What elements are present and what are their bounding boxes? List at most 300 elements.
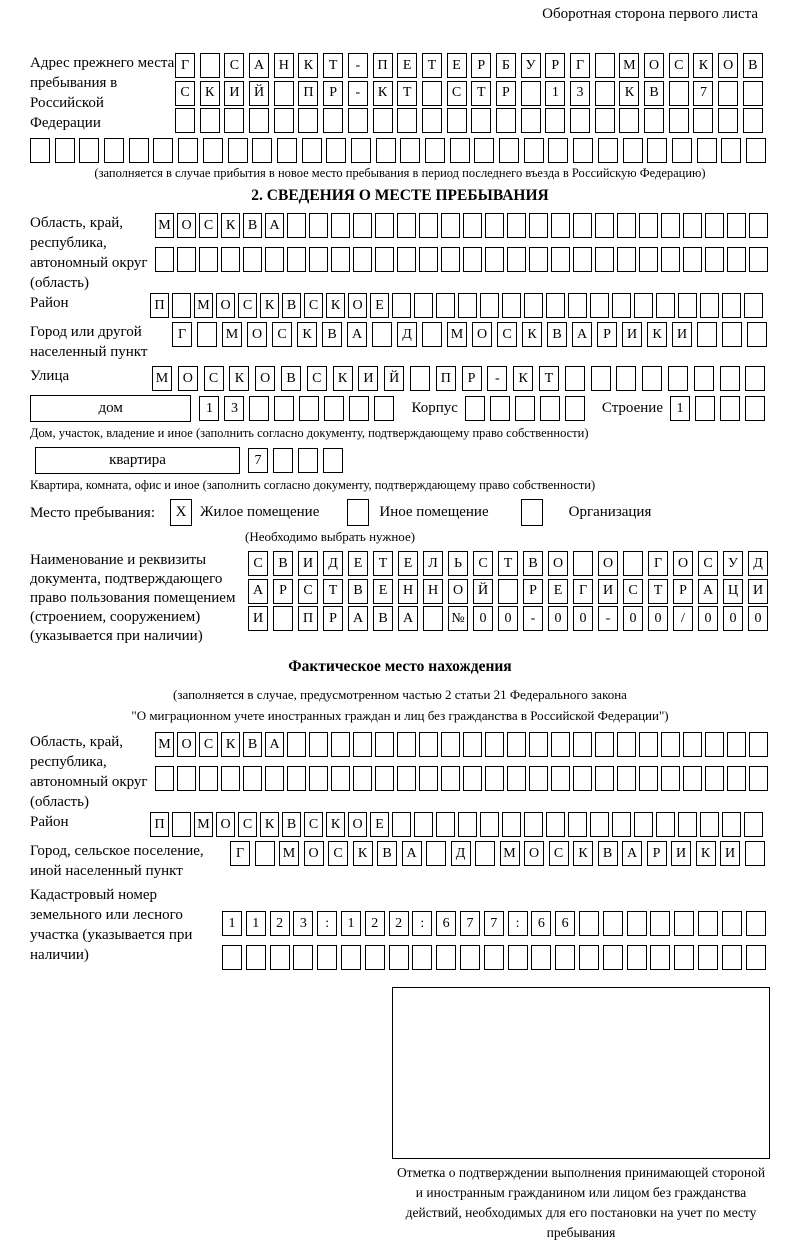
char-cell[interactable]: Н [274,53,294,78]
char-cell[interactable]: И [298,551,318,576]
char-cell[interactable] [155,766,174,791]
char-cell[interactable] [414,293,433,318]
char-cell[interactable] [441,247,460,272]
char-cell[interactable] [252,138,272,163]
char-cell[interactable]: С [272,322,292,347]
char-cell[interactable] [722,812,741,837]
char-cell[interactable] [175,108,195,133]
char-cell[interactable]: 1 [545,81,565,106]
char-cell[interactable] [392,812,411,837]
char-cell[interactable] [545,108,565,133]
char-cell[interactable]: Р [273,579,293,604]
checkbox-other-premises[interactable] [347,499,369,526]
char-cell[interactable] [274,108,294,133]
char-cell[interactable] [744,812,763,837]
char-cell[interactable] [616,366,636,391]
char-cell[interactable] [153,138,173,163]
char-cell[interactable]: Д [397,322,417,347]
char-cell[interactable] [203,138,223,163]
char-cell[interactable]: А [347,322,367,347]
char-cell[interactable]: С [199,213,218,238]
char-cell[interactable] [546,812,565,837]
char-cell[interactable] [309,732,328,757]
char-cell[interactable] [639,732,658,757]
char-cell[interactable]: О [216,293,235,318]
char-cell[interactable] [423,606,443,631]
char-cell[interactable] [573,213,592,238]
char-cell[interactable] [200,53,220,78]
char-cell[interactable]: Р [471,53,491,78]
char-cell[interactable]: В [243,732,262,757]
char-cell[interactable] [200,108,220,133]
char-cell[interactable]: Т [471,81,491,106]
char-cell[interactable] [375,732,394,757]
char-cell[interactable] [700,293,719,318]
char-cell[interactable]: 7 [460,911,480,936]
char-cell[interactable] [155,247,174,272]
char-cell[interactable]: Е [370,293,389,318]
char-cell[interactable] [529,213,548,238]
char-cell[interactable]: 0 [473,606,493,631]
char-cell[interactable]: М [155,732,174,757]
char-cell[interactable] [471,108,491,133]
char-cell[interactable] [669,81,689,106]
char-cell[interactable] [353,213,372,238]
char-cell[interactable] [104,138,124,163]
char-cell[interactable] [531,945,551,970]
char-cell[interactable]: К [229,366,249,391]
char-cell[interactable]: М [152,366,172,391]
char-cell[interactable] [661,732,680,757]
char-cell[interactable] [595,81,615,106]
char-cell[interactable] [579,945,599,970]
char-cell[interactable]: П [436,366,456,391]
char-cell[interactable] [617,732,636,757]
char-cell[interactable]: А [348,606,368,631]
char-cell[interactable]: 2 [270,911,290,936]
char-cell[interactable] [529,247,548,272]
char-cell[interactable] [55,138,75,163]
char-cell[interactable]: П [298,606,318,631]
char-cell[interactable]: С [248,551,268,576]
char-cell[interactable]: С [238,293,257,318]
char-cell[interactable] [627,945,647,970]
char-cell[interactable]: О [177,732,196,757]
char-cell[interactable] [177,247,196,272]
char-cell[interactable]: В [377,841,397,866]
char-cell[interactable] [515,396,535,421]
char-cell[interactable] [619,108,639,133]
char-cell[interactable]: Р [462,366,482,391]
char-cell[interactable] [463,213,482,238]
char-cell[interactable] [287,732,306,757]
char-cell[interactable]: В [743,53,763,78]
char-cell[interactable] [507,766,526,791]
char-cell[interactable]: С [623,579,643,604]
char-cell[interactable]: 7 [484,911,504,936]
char-cell[interactable]: А [265,732,284,757]
char-cell[interactable]: К [333,366,353,391]
char-cell[interactable]: 0 [548,606,568,631]
char-cell[interactable] [683,766,702,791]
char-cell[interactable] [745,396,765,421]
char-cell[interactable] [293,945,313,970]
char-cell[interactable]: К [326,293,345,318]
char-cell[interactable] [397,247,416,272]
char-cell[interactable] [265,766,284,791]
char-cell[interactable]: Р [545,53,565,78]
char-cell[interactable]: 6 [555,911,575,936]
char-cell[interactable]: С [204,366,224,391]
char-cell[interactable] [30,138,50,163]
char-cell[interactable] [727,213,746,238]
char-cell[interactable]: Е [397,53,417,78]
char-cell[interactable]: М [619,53,639,78]
char-cell[interactable] [598,138,618,163]
char-cell[interactable] [273,448,293,473]
char-cell[interactable]: А [402,841,422,866]
char-cell[interactable] [698,911,718,936]
checkbox-residential[interactable]: X [170,499,192,526]
char-cell[interactable] [749,766,768,791]
char-cell[interactable] [353,247,372,272]
checkbox-organization[interactable] [521,499,543,526]
char-cell[interactable]: 0 [573,606,593,631]
char-cell[interactable]: К [200,81,220,106]
char-cell[interactable]: А [698,579,718,604]
char-cell[interactable]: Е [373,579,393,604]
char-cell[interactable] [705,213,724,238]
char-cell[interactable] [595,108,615,133]
char-cell[interactable] [746,945,766,970]
char-cell[interactable] [458,812,477,837]
char-cell[interactable] [273,606,293,631]
char-cell[interactable] [669,108,689,133]
char-cell[interactable]: С [175,81,195,106]
char-cell[interactable] [678,293,697,318]
char-cell[interactable] [224,108,244,133]
char-cell[interactable] [565,366,585,391]
char-cell[interactable]: О [472,322,492,347]
char-cell[interactable] [475,841,495,866]
char-cell[interactable]: Е [447,53,467,78]
char-cell[interactable] [221,247,240,272]
char-cell[interactable] [623,551,643,576]
char-cell[interactable] [298,108,318,133]
char-cell[interactable]: Й [384,366,404,391]
char-cell[interactable] [668,366,688,391]
char-cell[interactable] [590,293,609,318]
char-cell[interactable] [727,766,746,791]
char-cell[interactable] [540,396,560,421]
char-cell[interactable] [274,81,294,106]
char-cell[interactable] [507,732,526,757]
char-cell[interactable] [551,732,570,757]
char-cell[interactable]: М [194,293,213,318]
char-cell[interactable] [639,766,658,791]
char-cell[interactable]: С [669,53,689,78]
char-cell[interactable] [419,766,438,791]
char-cell[interactable] [579,911,599,936]
char-cell[interactable]: Т [323,53,343,78]
char-cell[interactable] [255,841,275,866]
char-cell[interactable]: - [348,53,368,78]
char-cell[interactable]: В [644,81,664,106]
char-cell[interactable]: 3 [570,81,590,106]
char-cell[interactable]: И [671,841,691,866]
char-cell[interactable]: К [221,213,240,238]
char-cell[interactable]: П [150,293,169,318]
char-cell[interactable]: А [622,841,642,866]
char-cell[interactable]: Т [397,81,417,106]
char-cell[interactable] [612,293,631,318]
char-cell[interactable]: 1 [341,911,361,936]
char-cell[interactable] [422,322,442,347]
char-cell[interactable] [661,213,680,238]
char-cell[interactable] [298,448,318,473]
char-cell[interactable]: С [304,293,323,318]
char-cell[interactable] [463,732,482,757]
char-cell[interactable] [480,293,499,318]
char-cell[interactable]: У [521,53,541,78]
char-cell[interactable]: О [178,366,198,391]
char-cell[interactable] [353,732,372,757]
char-cell[interactable] [705,732,724,757]
char-cell[interactable] [323,108,343,133]
char-cell[interactable] [348,108,368,133]
char-cell[interactable] [521,108,541,133]
char-cell[interactable] [639,213,658,238]
char-cell[interactable]: 1 [222,911,242,936]
char-cell[interactable] [644,108,664,133]
char-cell[interactable]: 0 [648,606,668,631]
char-cell[interactable]: В [281,366,301,391]
char-cell[interactable] [351,138,371,163]
char-cell[interactable]: М [447,322,467,347]
char-cell[interactable] [172,293,191,318]
char-cell[interactable]: М [500,841,520,866]
char-cell[interactable] [441,732,460,757]
char-cell[interactable]: В [243,213,262,238]
char-cell[interactable]: С [549,841,569,866]
char-cell[interactable]: О [673,551,693,576]
char-cell[interactable] [499,138,519,163]
char-cell[interactable] [463,766,482,791]
char-cell[interactable]: К [647,322,667,347]
char-cell[interactable] [129,138,149,163]
char-cell[interactable] [727,247,746,272]
char-cell[interactable] [603,911,623,936]
char-cell[interactable]: О [524,841,544,866]
char-cell[interactable] [720,396,740,421]
char-cell[interactable] [720,366,740,391]
char-cell[interactable] [603,945,623,970]
char-cell[interactable] [694,366,714,391]
char-cell[interactable] [705,766,724,791]
char-cell[interactable]: К [260,812,279,837]
char-cell[interactable]: С [447,81,467,106]
char-cell[interactable]: Р [323,606,343,631]
char-cell[interactable] [474,138,494,163]
char-cell[interactable] [650,911,670,936]
char-cell[interactable] [228,138,248,163]
char-cell[interactable]: В [373,606,393,631]
char-cell[interactable] [246,945,266,970]
char-cell[interactable] [551,213,570,238]
char-cell[interactable] [744,293,763,318]
char-cell[interactable]: Д [451,841,471,866]
char-cell[interactable] [661,766,680,791]
char-cell[interactable] [524,293,543,318]
char-cell[interactable]: О [177,213,196,238]
char-cell[interactable] [177,766,196,791]
char-cell[interactable] [365,945,385,970]
char-cell[interactable]: № [448,606,468,631]
char-cell[interactable]: С [224,53,244,78]
char-cell[interactable] [700,812,719,837]
char-cell[interactable] [400,138,420,163]
char-cell[interactable]: Т [323,579,343,604]
char-cell[interactable]: К [696,841,716,866]
char-cell[interactable] [721,138,741,163]
char-cell[interactable]: Н [398,579,418,604]
char-cell[interactable]: 0 [698,606,718,631]
char-cell[interactable]: К [619,81,639,106]
char-cell[interactable] [317,945,337,970]
char-cell[interactable]: Т [422,53,442,78]
char-cell[interactable]: В [282,293,301,318]
char-cell[interactable] [555,945,575,970]
char-cell[interactable] [222,945,242,970]
char-cell[interactable]: - [523,606,543,631]
char-cell[interactable]: А [398,606,418,631]
char-cell[interactable]: О [548,551,568,576]
char-cell[interactable]: С [497,322,517,347]
char-cell[interactable]: : [317,911,337,936]
char-cell[interactable]: В [322,322,342,347]
char-cell[interactable]: Г [172,322,192,347]
char-cell[interactable] [718,81,738,106]
char-cell[interactable]: 0 [498,606,518,631]
char-cell[interactable] [661,247,680,272]
char-cell[interactable] [722,293,741,318]
char-cell[interactable]: И [748,579,768,604]
char-cell[interactable] [463,247,482,272]
char-cell[interactable] [683,247,702,272]
char-cell[interactable]: Е [370,812,389,837]
char-cell[interactable]: 3 [293,911,313,936]
char-cell[interactable] [697,138,717,163]
char-cell[interactable] [436,812,455,837]
char-cell[interactable]: Г [648,551,668,576]
char-cell[interactable]: И [622,322,642,347]
char-cell[interactable]: К [513,366,533,391]
char-cell[interactable]: О [448,579,468,604]
char-cell[interactable]: Г [570,53,590,78]
char-cell[interactable] [422,108,442,133]
char-cell[interactable] [341,945,361,970]
char-cell[interactable]: 6 [531,911,551,936]
char-cell[interactable]: В [598,841,618,866]
char-cell[interactable] [498,579,518,604]
char-cell[interactable] [302,138,322,163]
char-cell[interactable] [349,396,369,421]
char-cell[interactable]: Р [647,841,667,866]
char-cell[interactable] [747,322,767,347]
char-cell[interactable]: Ь [448,551,468,576]
char-cell[interactable]: Т [498,551,518,576]
char-cell[interactable] [573,247,592,272]
char-cell[interactable] [656,812,675,837]
char-cell[interactable]: Р [323,81,343,106]
char-cell[interactable] [287,247,306,272]
char-cell[interactable] [639,247,658,272]
char-cell[interactable]: В [547,322,567,347]
char-cell[interactable] [249,108,269,133]
char-cell[interactable] [485,213,504,238]
char-cell[interactable] [397,732,416,757]
char-cell[interactable] [480,812,499,837]
char-cell[interactable]: И [598,579,618,604]
char-cell[interactable] [634,293,653,318]
char-cell[interactable] [199,247,218,272]
char-cell[interactable] [595,766,614,791]
char-cell[interactable]: М [155,213,174,238]
char-cell[interactable]: - [487,366,507,391]
char-cell[interactable] [683,732,702,757]
char-cell[interactable]: : [412,911,432,936]
char-cell[interactable]: У [723,551,743,576]
char-cell[interactable] [79,138,99,163]
char-cell[interactable] [678,812,697,837]
char-cell[interactable]: 0 [723,606,743,631]
char-cell[interactable] [323,448,343,473]
char-cell[interactable] [243,766,262,791]
char-cell[interactable]: В [282,812,301,837]
char-cell[interactable] [419,732,438,757]
char-cell[interactable]: А [572,322,592,347]
char-cell[interactable] [436,293,455,318]
char-cell[interactable]: Е [548,579,568,604]
char-cell[interactable] [722,911,742,936]
char-cell[interactable] [573,732,592,757]
char-cell[interactable] [375,766,394,791]
char-cell[interactable]: - [598,606,618,631]
char-cell[interactable] [524,812,543,837]
char-cell[interactable] [529,766,548,791]
char-cell[interactable] [650,945,670,970]
char-cell[interactable] [507,247,526,272]
char-cell[interactable] [617,247,636,272]
char-cell[interactable] [508,945,528,970]
char-cell[interactable] [521,81,541,106]
char-cell[interactable] [617,213,636,238]
char-cell[interactable] [397,213,416,238]
char-cell[interactable]: К [573,841,593,866]
char-cell[interactable] [197,322,217,347]
char-cell[interactable] [568,293,587,318]
char-cell[interactable] [595,213,614,238]
char-cell[interactable] [617,766,636,791]
char-cell[interactable]: О [718,53,738,78]
char-cell[interactable]: 7 [248,448,268,473]
char-cell[interactable]: Е [398,551,418,576]
char-cell[interactable] [551,766,570,791]
char-cell[interactable] [376,138,396,163]
char-cell[interactable]: С [698,551,718,576]
char-cell[interactable] [705,247,724,272]
char-cell[interactable]: Г [175,53,195,78]
